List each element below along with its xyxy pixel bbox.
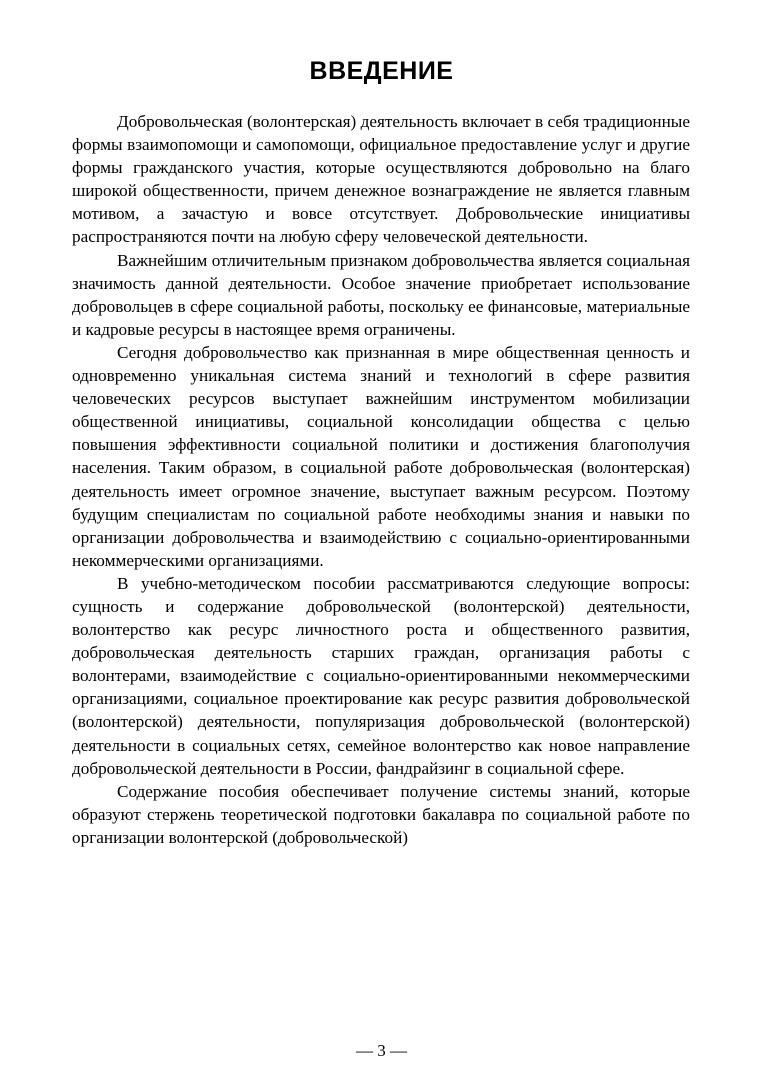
paragraph-1: Добровольческая (волонтерская) деятельность включает в себя традиционные формы взаимопомощи и самопомощи, официальное предоставление услуг и другие формы гражданского участия, которые осуществляются добровольно на благо широкой общественности, причем денежное вознаграждение не является главным мотивом, а зачастую и вовсе отсутствует. Добровольческие инициативы распространяются почти на любую сферу человеческой деятельности.	[72, 112, 690, 247]
paragraph-3: Сегодня добровольчество как признанная в мире общественная ценность и одновременно уникальная система знаний и технологий в сфере развития человеческих ресурсов выступает важнейшим инструментом мобилизации общественной инициативы, социальной консолидации общества с целью повышения эффективности социальной политики и достижения благополучия населения. Таким образом, в социальной работе добровольческая (волонтерская) деятельность имеет огромное значение, выступает важным ресурсом. Поэтому будущим специалистам по социальной работе необходимы знания и навыки по организации добровольчества и взаимодействию с социально-ориентированными некоммерческими организациями.	[72, 342, 690, 570]
body-text	[72, 110, 690, 849]
paragraph-4: В учебно-методическом пособии рассматриваются следующие вопросы: сущность и содержание добровольческой (волонтерской) деятельности, волонтерство как ресурс личностного роста и общественного развития, добровольческая деятельность старших граждан, организация работы с волонтерами, взаимодействие с социально-ориентированными некоммерческими организациями, социальное проектирование как ресурс развития добровольческой (волонтерской) деятельности, популяризация добровольческой (волонтерской) деятельности в социальных сетях, семейное волонтерство как новое направление добровольческой деятельности в России, фандрайзинг в социальной сфере.	[72, 573, 690, 778]
paragraph-2: Важнейшим отличительным признаком добровольчества является социальная значимость данной деятельности. Особое значение приобретает использование добровольцев в сфере социальной работы, поскольку ее финансовые, материальные и кадровые ресурсы в настоящее время ограничены.	[72, 250, 690, 339]
page-number: — 3 —	[356, 1041, 407, 1060]
page-title: ВВЕДЕНИЕ	[309, 57, 454, 85]
paragraph-5: Содержание пособия обеспечивает получение системы знаний, которые образуют стержень теоретической подготовки бакалавра по социальной работе по организации волонтерской (добровольческой)	[72, 781, 690, 847]
